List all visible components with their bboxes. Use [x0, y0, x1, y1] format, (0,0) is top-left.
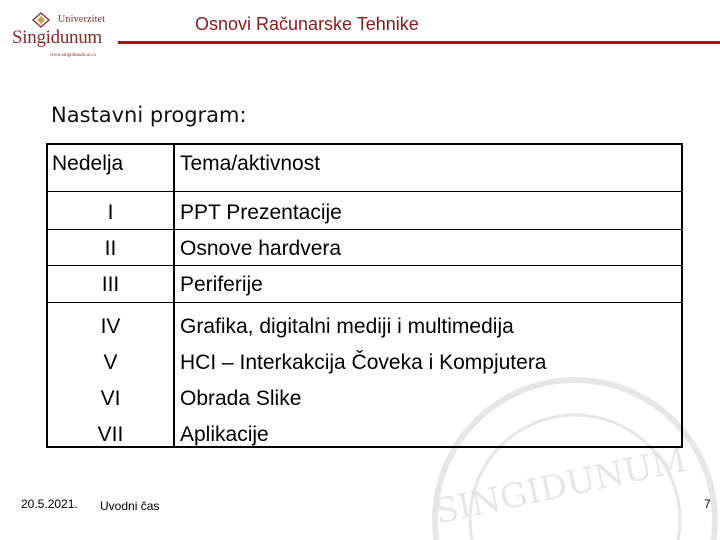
logo-university-label: Univerzitet: [58, 14, 106, 25]
header-topic: Tema/aktivnost: [180, 152, 321, 175]
week-cell: V: [103, 351, 118, 374]
page-number: 7: [704, 497, 711, 511]
row-divider: [48, 302, 681, 303]
topic-cell: Aplikacije: [180, 423, 269, 446]
section-title: Nastavni program:: [51, 103, 247, 127]
week-cell: IV: [100, 315, 121, 338]
week-cell: VII: [97, 423, 124, 446]
topic-cell: Obrada Slike: [180, 387, 302, 410]
logo-emblem-icon: [32, 12, 50, 28]
footer-course: Uvodni čas: [100, 499, 160, 513]
topic-cell: HCI – Interkakcija Čoveka i Kompjutera: [180, 351, 547, 374]
week-cell: II: [104, 237, 117, 260]
week-cell: III: [101, 273, 120, 296]
row-divider: [48, 265, 681, 266]
topic-cell: Osnove hardvera: [180, 237, 342, 260]
week-cell: I: [107, 201, 114, 224]
footer-date: 20.5.2021.: [21, 497, 78, 511]
row-divider: [48, 229, 681, 230]
university-logo: [10, 12, 120, 62]
logo-wordmark: Singidunum: [12, 27, 102, 48]
header-divider: [118, 41, 720, 44]
topic-cell: Grafika, digitalni mediji i multimedija: [180, 315, 514, 338]
slide-header-title: Osnovi Računarske Tehnike: [195, 14, 419, 34]
syllabus-table: [46, 143, 683, 448]
topic-cell: PPT Prezentacije: [180, 201, 342, 224]
topic-cell: Periferije: [180, 273, 263, 296]
row-divider: [48, 191, 681, 192]
watermark-text: SINGIDUNUM: [431, 440, 691, 533]
logo-url: www.singidunum.ac.rs: [50, 53, 96, 58]
week-cell: VI: [100, 387, 121, 410]
header-week: Nedelja: [52, 152, 124, 175]
